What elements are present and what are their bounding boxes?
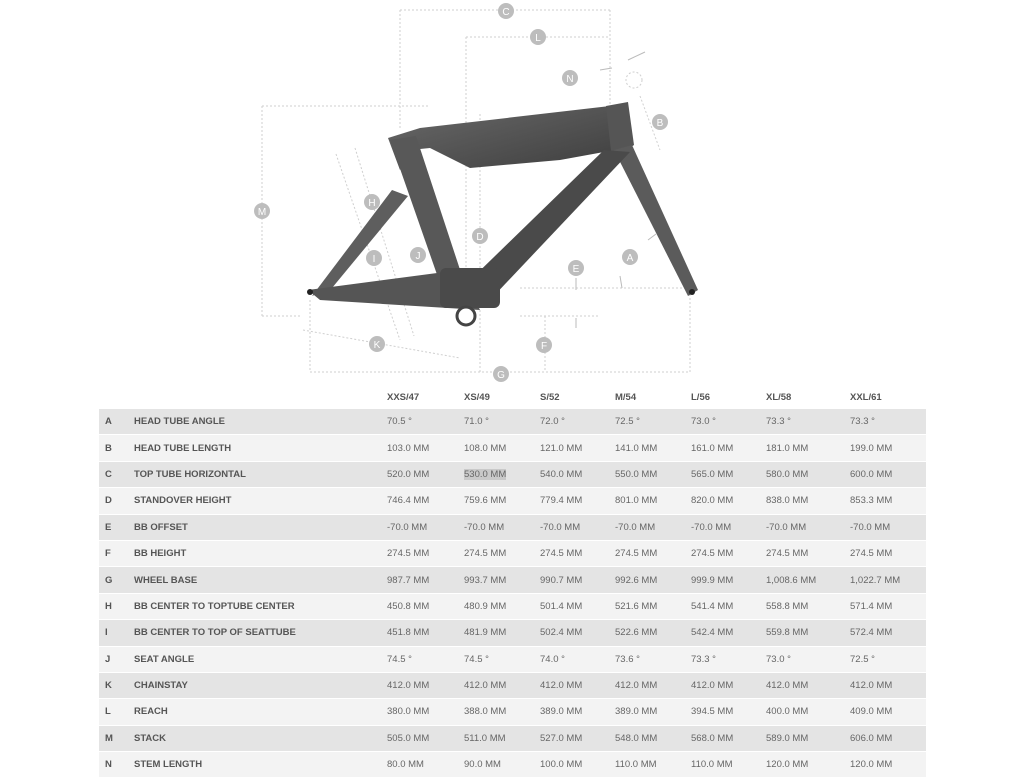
cell-value: 992.6 MM: [615, 574, 658, 586]
table-cell: [387, 752, 464, 778]
row-letter: D: [99, 488, 134, 514]
table-cell: [691, 620, 766, 646]
table-cell: [850, 461, 926, 487]
cell-value: 801.0 MM: [615, 495, 658, 507]
row-letter: E: [99, 514, 134, 540]
cell-value: 450.8 MM: [387, 600, 430, 612]
table-cell: [540, 461, 615, 487]
cell-value: -70.0 MM: [387, 521, 428, 533]
cell-value: 412.0 MM: [766, 680, 809, 692]
cell-value: 521.6 MM: [615, 600, 658, 612]
table-cell: [464, 435, 540, 461]
cell-value: 199.0 MM: [850, 442, 893, 454]
svg-text:E: E: [572, 264, 580, 275]
row-letter: J: [99, 646, 134, 672]
label-h: [364, 194, 380, 210]
row-label: BB HEIGHT: [134, 540, 387, 566]
row-letter: N: [99, 752, 134, 778]
cell-value: 80.0 MM: [387, 759, 424, 771]
cell-value: 274.5 MM: [850, 548, 893, 560]
cell-value: -70.0 MM: [766, 521, 807, 533]
cell-value: -70.0 MM: [691, 521, 732, 533]
cell-value: 480.9 MM: [464, 600, 507, 612]
cell-value: 274.5 MM: [615, 548, 658, 560]
table-cell: [540, 435, 615, 461]
label-g: [493, 366, 509, 382]
cell-value: 542.4 MM: [691, 627, 734, 639]
svg-text:M: M: [257, 207, 267, 218]
cell-value: 274.5 MM: [691, 548, 734, 560]
table-cell: [766, 567, 850, 593]
table-cell: [387, 461, 464, 487]
cell-value: 580.0 MM: [766, 468, 809, 480]
cell-value: 73.6 °: [615, 653, 640, 665]
svg-text:B: B: [656, 118, 664, 129]
row-label: WHEEL BASE: [134, 567, 387, 593]
table-cell: [615, 540, 691, 566]
cell-value: 72.0 °: [540, 416, 565, 428]
table-cell: [387, 514, 464, 540]
table-cell: [464, 646, 540, 672]
table-cell: [850, 593, 926, 619]
label-i: [366, 250, 382, 266]
table-row: [99, 461, 926, 487]
table-cell: [615, 752, 691, 778]
table-cell: [540, 409, 615, 435]
size-header-row: [99, 386, 926, 409]
cell-value: 987.7 MM: [387, 574, 430, 586]
cell-value: 589.0 MM: [766, 732, 809, 744]
table-cell: [850, 488, 926, 514]
cell-value: 522.6 MM: [615, 627, 658, 639]
row-label: TOP TUBE HORIZONTAL: [134, 461, 387, 487]
cell-value: 502.4 MM: [540, 627, 583, 639]
table-row: [99, 699, 926, 725]
table-cell: [766, 514, 850, 540]
cell-value: 73.3 °: [691, 653, 716, 665]
cell-value: 820.0 MM: [691, 495, 734, 507]
cell-value: 389.0 MM: [540, 706, 583, 718]
table-row: [99, 593, 926, 619]
label-m: [254, 203, 270, 219]
svg-text:J: J: [415, 251, 421, 262]
label-f: [536, 337, 552, 353]
table-cell: [766, 488, 850, 514]
cell-value: 71.0 °: [464, 416, 489, 428]
cell-value: 838.0 MM: [766, 495, 809, 507]
row-label: HEAD TUBE LENGTH: [134, 435, 387, 461]
table-cell: [850, 540, 926, 566]
cell-value: 274.5 MM: [387, 548, 430, 560]
row-letter: M: [99, 725, 134, 751]
cell-value: 606.0 MM: [850, 732, 893, 744]
row-label: BB CENTER TO TOPTUBE CENTER: [134, 593, 387, 619]
row-label: SEAT ANGLE: [134, 646, 387, 672]
row-label: REACH: [134, 699, 387, 725]
cell-value: 568.0 MM: [691, 732, 734, 744]
cell-value: 572.4 MM: [850, 627, 893, 639]
size-header: M/54: [615, 386, 691, 409]
table-cell: [464, 752, 540, 778]
table-cell: [464, 620, 540, 646]
cell-value: -70.0 MM: [464, 521, 505, 533]
table-cell: [540, 725, 615, 751]
cell-value: 400.0 MM: [766, 706, 809, 718]
table-cell: [691, 752, 766, 778]
label-l: [530, 29, 546, 45]
table-cell: [540, 514, 615, 540]
cell-value: 412.0 MM: [850, 680, 893, 692]
header-letter: [99, 386, 134, 409]
table-cell: [464, 672, 540, 698]
size-header: XS/49: [464, 386, 540, 409]
table-row: [99, 435, 926, 461]
table-cell: [615, 725, 691, 751]
table-cell: [540, 752, 615, 778]
table-cell: [387, 593, 464, 619]
table-cell: [766, 435, 850, 461]
table-cell: [464, 514, 540, 540]
table-row: [99, 725, 926, 751]
table-cell: [540, 540, 615, 566]
svg-text:D: D: [476, 232, 484, 243]
table-cell: [691, 540, 766, 566]
cell-value: 110.0 MM: [691, 759, 733, 771]
table-cell: [850, 699, 926, 725]
label-e: [568, 260, 584, 276]
label-n: [562, 70, 578, 86]
cell-value: 520.0 MM: [387, 468, 430, 480]
cell-value: 481.9 MM: [464, 627, 507, 639]
row-letter: G: [99, 567, 134, 593]
svg-text:H: H: [368, 198, 376, 209]
cell-value: 541.4 MM: [691, 600, 734, 612]
table-cell: [766, 646, 850, 672]
svg-text:A: A: [626, 253, 634, 264]
table-cell: [850, 725, 926, 751]
table-cell: [691, 672, 766, 698]
row-label: BB CENTER TO TOP OF SEATTUBE: [134, 620, 387, 646]
geometry-table: [99, 386, 926, 778]
row-label: STANDOVER HEIGHT: [134, 488, 387, 514]
cell-value: 505.0 MM: [387, 732, 430, 744]
table-cell: [850, 409, 926, 435]
table-row: [99, 672, 926, 698]
table-cell: [691, 435, 766, 461]
cell-value: 72.5 °: [615, 416, 640, 428]
cell-value: 600.0 MM: [850, 468, 893, 480]
table-cell: [540, 646, 615, 672]
cell-value: 540.0 MM: [540, 468, 583, 480]
svg-text:I: I: [372, 254, 376, 265]
table-row: [99, 540, 926, 566]
table-cell: [615, 461, 691, 487]
frame-geometry-diagram: [0, 0, 1024, 386]
cell-value: 274.5 MM: [464, 548, 507, 560]
cell-value: 121.0 MM: [540, 442, 583, 454]
table-cell: [615, 620, 691, 646]
table-cell: [766, 672, 850, 698]
table-cell: [387, 567, 464, 593]
cell-value: 759.6 MM: [464, 495, 507, 507]
row-label: BB OFFSET: [134, 514, 387, 540]
table-cell: [387, 672, 464, 698]
size-header: XXL/61: [850, 386, 926, 409]
table-cell: [615, 435, 691, 461]
table-cell: [615, 699, 691, 725]
table-cell: [387, 488, 464, 514]
row-letter: L: [99, 699, 134, 725]
table-cell: [691, 567, 766, 593]
cell-value: -70.0 MM: [540, 521, 581, 533]
table-cell: [464, 725, 540, 751]
cell-value: 388.0 MM: [464, 706, 507, 718]
cell-value: 181.0 MM: [766, 442, 809, 454]
table-row: [99, 409, 926, 435]
table-cell: [691, 409, 766, 435]
table-cell: [766, 593, 850, 619]
cell-value: 74.0 °: [540, 653, 565, 665]
cell-value: 550.0 MM: [615, 468, 658, 480]
cell-value: 412.0 MM: [387, 680, 430, 692]
cell-value: 559.8 MM: [766, 627, 809, 639]
cell-value: 571.4 MM: [850, 600, 893, 612]
cell-value: 993.7 MM: [464, 574, 507, 586]
table-cell: [850, 435, 926, 461]
table-cell: [540, 567, 615, 593]
table-cell: [464, 540, 540, 566]
table-cell: [615, 409, 691, 435]
row-label: STACK: [134, 725, 387, 751]
table-cell: [387, 646, 464, 672]
table-cell: [387, 620, 464, 646]
table-row: [99, 488, 926, 514]
cell-value: 412.0 MM: [691, 680, 734, 692]
cell-value: -70.0 MM: [850, 521, 891, 533]
cell-value: 451.8 MM: [387, 627, 430, 639]
row-label: STEM LENGTH: [134, 752, 387, 778]
label-b: [652, 114, 668, 130]
row-letter: F: [99, 540, 134, 566]
cell-value: 380.0 MM: [387, 706, 430, 718]
table-cell: [691, 461, 766, 487]
table-cell: [766, 725, 850, 751]
cell-value: 409.0 MM: [850, 706, 893, 718]
row-letter: A: [99, 409, 134, 435]
cell-value: 100.0 MM: [540, 759, 583, 771]
cell-value: 527.0 MM: [540, 732, 583, 744]
table-cell: [387, 409, 464, 435]
table-cell: [615, 567, 691, 593]
svg-text:G: G: [497, 370, 505, 381]
cell-value: 73.3 °: [850, 416, 875, 428]
cell-value: 412.0 MM: [464, 680, 507, 692]
table-cell: [540, 672, 615, 698]
label-c: [498, 3, 514, 19]
table-cell: [691, 593, 766, 619]
cell-value: 746.4 MM: [387, 495, 430, 507]
cell-value: 103.0 MM: [387, 442, 430, 454]
cell-value: 1,008.6 MM: [766, 574, 817, 586]
table-cell: [766, 699, 850, 725]
table-cell: [615, 672, 691, 698]
table-row: [99, 646, 926, 672]
cell-value: 141.0 MM: [615, 442, 658, 454]
label-j: [410, 247, 426, 263]
table-cell: [464, 567, 540, 593]
cell-value: 558.8 MM: [766, 600, 809, 612]
cell-value: 73.0 °: [691, 416, 716, 428]
table-cell: [691, 646, 766, 672]
row-letter: H: [99, 593, 134, 619]
table-cell: [464, 461, 540, 487]
cell-value: 530.0 MM: [464, 468, 507, 480]
cell-value: 501.4 MM: [540, 600, 583, 612]
cell-value: 990.7 MM: [540, 574, 583, 586]
row-label: CHAINSTAY: [134, 672, 387, 698]
table-cell: [850, 620, 926, 646]
table-cell: [615, 514, 691, 540]
table-cell: [766, 620, 850, 646]
table-cell: [850, 567, 926, 593]
size-header: XXS/47: [387, 386, 464, 409]
label-d: [472, 228, 488, 244]
table-cell: [850, 752, 926, 778]
table-row: [99, 567, 926, 593]
cell-value: 120.0 MM: [850, 759, 893, 771]
row-letter: I: [99, 620, 134, 646]
cell-value: 70.5 °: [387, 416, 412, 428]
table-cell: [691, 725, 766, 751]
cell-value: 73.0 °: [766, 653, 791, 665]
cell-value: 779.4 MM: [540, 495, 583, 507]
table-cell: [691, 699, 766, 725]
svg-text:L: L: [535, 33, 541, 44]
table-cell: [387, 699, 464, 725]
table-cell: [766, 461, 850, 487]
cell-value: 161.0 MM: [691, 442, 734, 454]
header-label: [134, 386, 387, 409]
cell-value: 389.0 MM: [615, 706, 658, 718]
cell-value: 394.5 MM: [691, 706, 734, 718]
cell-value: 412.0 MM: [615, 680, 658, 692]
svg-text:F: F: [540, 341, 548, 352]
row-letter: K: [99, 672, 134, 698]
svg-text:K: K: [373, 340, 381, 351]
table-cell: [387, 725, 464, 751]
table-row: [99, 514, 926, 540]
cell-value: 412.0 MM: [540, 680, 583, 692]
cell-value: 74.5 °: [387, 653, 412, 665]
cell-value: -70.0 MM: [615, 521, 656, 533]
table-cell: [464, 488, 540, 514]
table-cell: [540, 488, 615, 514]
cell-value: 548.0 MM: [615, 732, 658, 744]
table-cell: [766, 752, 850, 778]
cell-value: 274.5 MM: [766, 548, 809, 560]
table-cell: [615, 593, 691, 619]
row-letter: B: [99, 435, 134, 461]
table-cell: [387, 540, 464, 566]
table-cell: [691, 488, 766, 514]
table-cell: [464, 699, 540, 725]
table-cell: [464, 593, 540, 619]
cell-value: 72.5 °: [850, 653, 875, 665]
cell-value: 274.5 MM: [540, 548, 583, 560]
table-cell: [540, 593, 615, 619]
table-cell: [691, 514, 766, 540]
svg-text:N: N: [566, 74, 574, 85]
row-label: HEAD TUBE ANGLE: [134, 409, 387, 435]
cell-value: 73.3 °: [766, 416, 791, 428]
label-a: [622, 249, 638, 265]
table-cell: [850, 514, 926, 540]
table-cell: [464, 409, 540, 435]
cell-value: 120.0 MM: [766, 759, 809, 771]
cell-value: 565.0 MM: [691, 468, 734, 480]
cell-value: 108.0 MM: [464, 442, 507, 454]
table-cell: [615, 646, 691, 672]
table-cell: [766, 409, 850, 435]
cell-value: 1,022.7 MM: [850, 574, 901, 586]
size-header: S/52: [540, 386, 615, 409]
cell-value: 74.5 °: [464, 653, 489, 665]
cell-value: 110.0 MM: [615, 759, 657, 771]
table-cell: [540, 699, 615, 725]
table-cell: [540, 620, 615, 646]
cell-value: 90.0 MM: [464, 759, 501, 771]
table-cell: [850, 646, 926, 672]
table-cell: [615, 488, 691, 514]
row-letter: C: [99, 461, 134, 487]
table-cell: [850, 672, 926, 698]
table-row: [99, 752, 926, 778]
table-row: [99, 620, 926, 646]
cell-value: 511.0 MM: [464, 732, 506, 744]
size-header: XL/58: [766, 386, 850, 409]
table-cell: [387, 435, 464, 461]
size-header: L/56: [691, 386, 766, 409]
label-k: [369, 336, 385, 352]
svg-text:C: C: [502, 7, 510, 18]
table-cell: [766, 540, 850, 566]
cell-value: 853.3 MM: [850, 495, 893, 507]
cell-value: 999.9 MM: [691, 574, 734, 586]
